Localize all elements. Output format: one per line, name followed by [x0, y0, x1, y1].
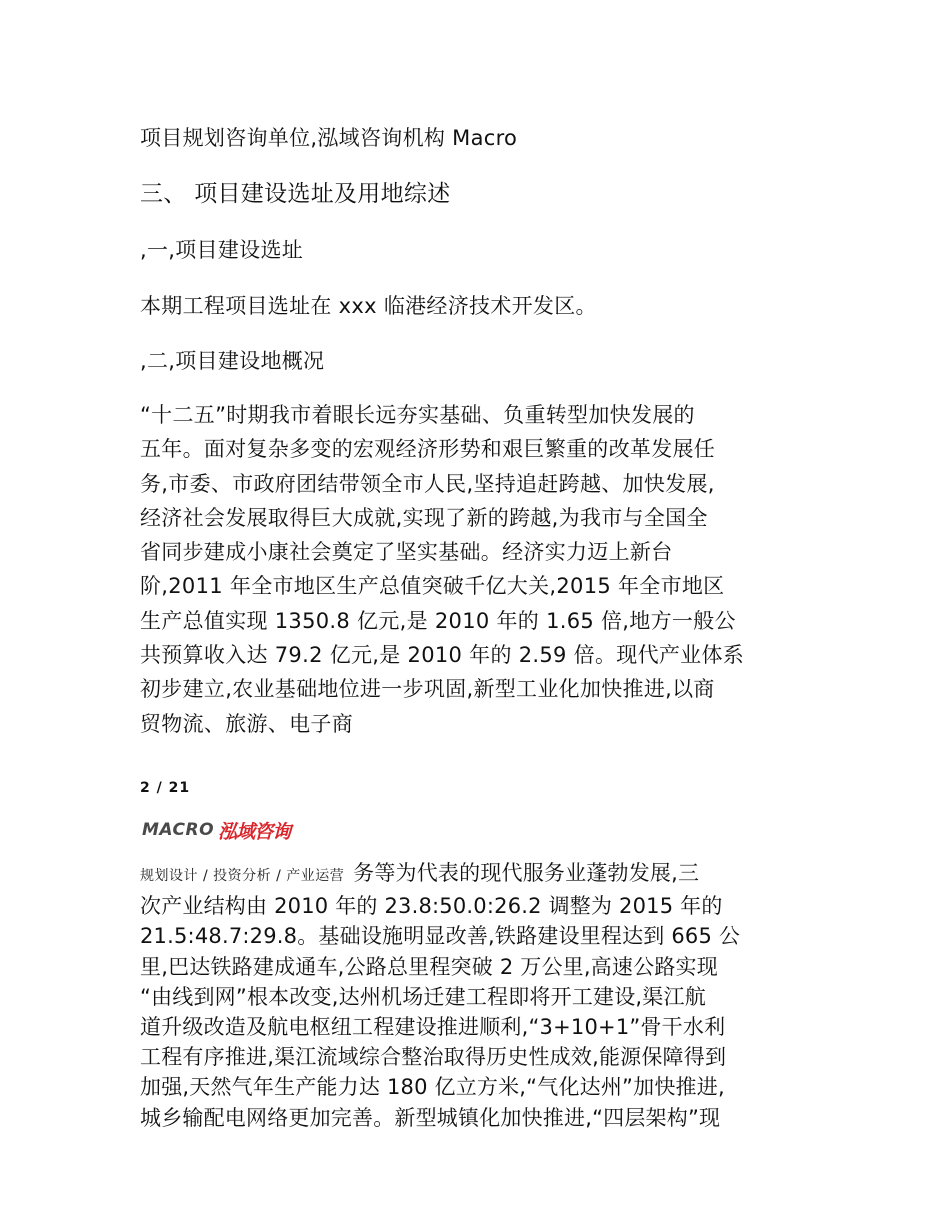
paragraph-line: 五年。面对复杂多变的宏观经济形势和艰巨繁重的改革发展任 — [140, 437, 716, 462]
paragraph-line-first — [140, 858, 820, 891]
paragraph-line: 省同步建成小康社会奠定了坚实基础。经济实力迈上新台 — [140, 540, 673, 565]
paragraph-line: 加强,天然气年生产能力达 180 亿立方米,“气化达州”加快推进, — [140, 1075, 725, 1100]
paragraph-line: 经济社会发展取得巨大成就,实现了新的跨越,为我市与全国全 — [140, 505, 708, 530]
paragraph-line: 生产总值实现 1350.8 亿元,是 2010 年的 1.65 倍,地方一般公 — [140, 608, 736, 633]
consulting-unit-line: 项目规划咨询单位,泓域咨询机构 Macro — [140, 126, 518, 150]
paragraph-line-first-text: 务等为代表的现代服务业蓬勃发展,三 — [353, 861, 700, 885]
paragraph-line: 城乡输配电网络更加完善。新型城镇化加快推进,“四层架构”现 — [140, 1105, 721, 1130]
site-location-text: 本期工程项目选址在 xxx 临港经济技术开发区。 — [140, 294, 597, 318]
logo-latin-text: MACRO — [142, 820, 215, 840]
header-tagline: 规划设计 / 投资分析 / 产业运营 — [140, 868, 345, 884]
paragraph-line: 道升级改造及航电枢纽工程建设推进顺利,“3+10+1”骨干水利 — [140, 1015, 726, 1040]
subsection-heading-overview: ,二,项目建设地概况 — [140, 349, 325, 373]
paragraph-line: 工程有序推进,渠江流域综合整治取得历史性成效,能源保障得到 — [140, 1045, 727, 1070]
subsection-heading-site: ,一,项目建设选址 — [140, 238, 304, 262]
paragraph-line: 贸物流、旅游、电子商 — [140, 711, 353, 736]
paragraph-line: 阶,2011 年全市地区生产总值突破千亿大关,2015 年全市地区 — [140, 574, 725, 599]
paragraph-line: 务,市委、市政府团结带领全市人民,坚持追赶跨越、加快发展, — [140, 471, 715, 496]
continued-paragraph — [140, 858, 820, 1133]
paragraph-line: 里,巴达铁路建成通车,公路总里程突破 2 万公里,高速公路实现 — [140, 954, 718, 979]
overview-paragraph — [140, 398, 820, 741]
page-number: 2 / 21 — [140, 780, 191, 796]
paragraph-line: “十二五”时期我市着眼长远夯实基础、负重转型加快发展的 — [140, 403, 695, 427]
paragraph-line: 次产业结构由 2010 年的 23.8:50.0:26.2 调整为 2015 年的 — [140, 894, 723, 919]
logo-chinese-text: 泓域咨询 — [218, 820, 291, 843]
paragraph-line: “由线到网”根本改变,达州机场迁建工程即将开工建设,渠江航 — [140, 984, 706, 1009]
paragraph-line: 共预算收入达 79.2 亿元,是 2010 年的 2.59 倍。现代产业体系 — [140, 643, 745, 668]
paragraph-line: 21.5:48.7:29.8。基础设施明显改善,铁路建设里程达到 665 公 — [140, 924, 741, 949]
paragraph-line: 初步建立,农业基础地位进一步巩固,新型工业化加快推进,以商 — [140, 677, 715, 702]
macro-logo — [142, 818, 290, 842]
section-heading: 三、 项目建设选址及用地综述 — [140, 181, 451, 207]
